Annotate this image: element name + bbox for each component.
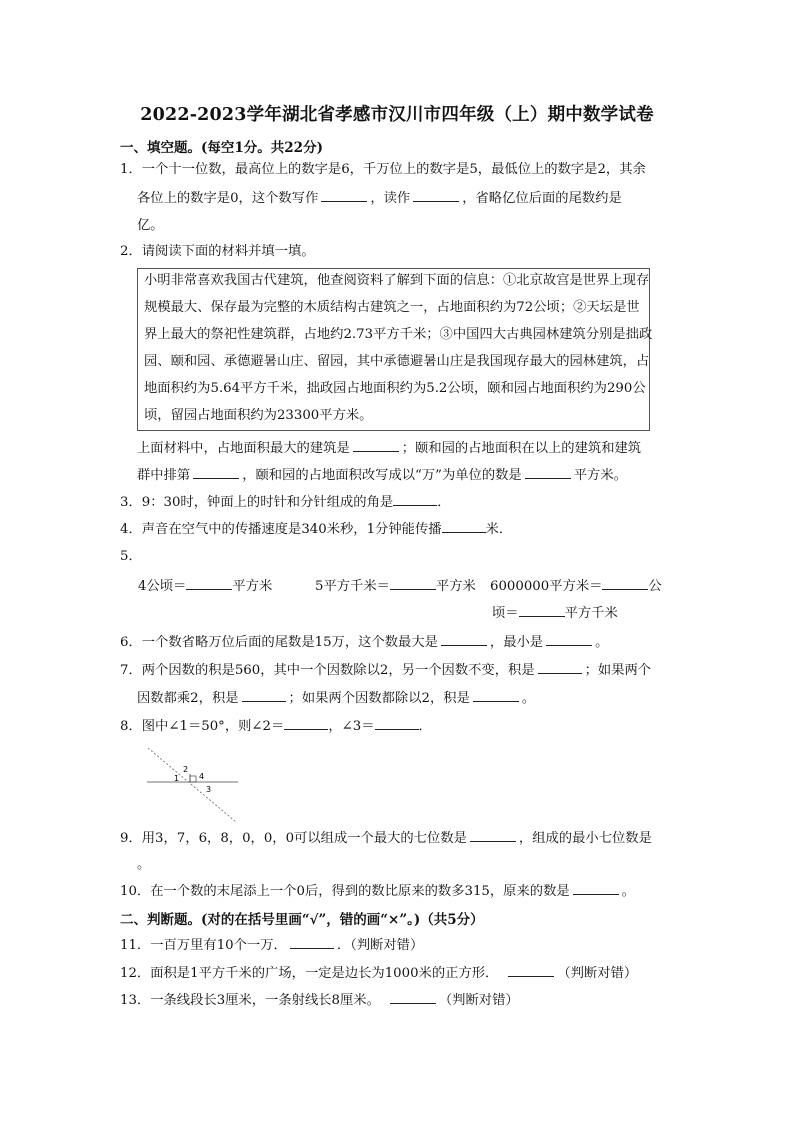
- q4-blank[interactable]: [442, 519, 486, 533]
- q7-blank-3[interactable]: [473, 688, 519, 702]
- q13-text: （判断对错）: [438, 993, 519, 1008]
- q7-blank-1[interactable]: [538, 660, 582, 674]
- q5-text: 平方米: [232, 579, 273, 594]
- q7-text: ；如果两个: [584, 663, 652, 678]
- q1-line2: [137, 188, 622, 209]
- q10-blank[interactable]: [573, 881, 619, 895]
- q4-line: [120, 519, 512, 540]
- section-true-false-heading: 二、判断题。(对的在括号里画“√”，错的画“×”。)（共5分）: [120, 912, 484, 928]
- q2-box-line: 规模最大、保存最为完整的木质结构古建筑之一，占地面积约为72公顷；②天坛是世: [144, 300, 640, 315]
- q5-blank-c[interactable]: [602, 576, 648, 590]
- q2-box-line: 园、颐和园、承德避暑山庄、留园，其中承德避暑山庄是我国现存最大的园林建筑，占: [144, 354, 650, 369]
- angle-label-4: 4: [199, 772, 205, 781]
- q7-line2: [137, 688, 535, 709]
- q7-text: ；如果两个因数都除以2，积是: [288, 691, 470, 706]
- q11-text: 11．一百万里有10个一万．: [120, 938, 287, 953]
- q2-after-line2: [137, 465, 627, 486]
- q7-text: 。: [521, 691, 536, 706]
- q5-text: 公: [648, 579, 662, 594]
- q11-text: ．（判断对错）: [336, 938, 424, 953]
- angle-label-1: 1: [174, 774, 180, 783]
- q6-text: ，最小是: [489, 635, 544, 650]
- angle-label-2: 2: [183, 765, 189, 774]
- q12-text: （判断对错）: [557, 966, 638, 981]
- q2-text: 上面材料中，占地面积最大的建筑是: [137, 441, 350, 456]
- q13-blank[interactable]: [390, 990, 436, 1004]
- q13-text: 13．一条线段长3厘米，一条射线长8厘米。: [120, 993, 380, 1008]
- q3-text: ．: [437, 495, 451, 510]
- q3-blank[interactable]: [393, 492, 437, 506]
- q3-text: 3．9：30时，钟面上的时针和分针组成的角是: [120, 495, 394, 510]
- q2-box-line: 小明非常喜欢我国古代建筑，他查阅资料了解到下面的信息：①北京故宫是世界上现存: [144, 273, 650, 288]
- q2-text: ，颐和园的占地面积改写成以“万”为单位的数是: [242, 468, 522, 483]
- q5-line1b: [315, 576, 476, 597]
- q9-blank-max[interactable]: [470, 828, 516, 842]
- q7-text: 因数都乘2，积是: [137, 691, 239, 706]
- q2-after-line1: [137, 438, 641, 459]
- q5-line1: [138, 576, 272, 597]
- q9-line2: [137, 855, 150, 875]
- q10-text: 。: [621, 884, 635, 899]
- q1-blank-read[interactable]: [413, 188, 459, 202]
- q4-text: 4．声音在空气中的传播速度是340米秒，1分钟能传播: [120, 522, 442, 537]
- angle-label-3: 3: [206, 785, 212, 794]
- q10-line: [120, 881, 635, 902]
- q5-text: 5平方千米＝: [315, 579, 390, 594]
- q1-text-b: ，读作: [370, 191, 411, 206]
- q2-intro: 2．请阅读下面的材料并填一填。: [120, 244, 315, 259]
- q3-line: [120, 492, 450, 513]
- q1-line3: 亿。: [137, 218, 164, 233]
- q2-text: ；颐和园的占地面积在以上的建筑和建筑: [401, 441, 642, 456]
- q11-line: [120, 935, 423, 956]
- q2-material-box: [137, 268, 653, 431]
- q12-line: [120, 963, 637, 984]
- q2-blank-wan[interactable]: [525, 465, 571, 479]
- section-fill-in-heading: 一、填空题。(每空1分。共22分): [120, 140, 323, 156]
- q5-text: 顷＝: [492, 606, 519, 621]
- q9-text: ，组成的最小七位数是: [518, 831, 652, 846]
- q5-number: 5．: [120, 549, 142, 564]
- q5-line1c: [490, 576, 662, 597]
- q2-text: 群中排第: [137, 468, 191, 483]
- q8-blank-angle2[interactable]: [284, 716, 328, 730]
- q2-text: 平方米。: [573, 468, 627, 483]
- q2-blank-rank[interactable]: [193, 465, 239, 479]
- q7-blank-2[interactable]: [242, 688, 286, 702]
- right-angle-mark: [190, 776, 196, 782]
- q5-line2: [492, 603, 618, 624]
- q7-text: 7．两个因数的积是560，其中一个因数除以2，另一个因数不变，积是: [120, 663, 535, 678]
- q12-text: 12．面积是1平方千米的广场，一定是边长为1000米的正方形．: [120, 966, 499, 981]
- q5-blank-d[interactable]: [519, 603, 565, 617]
- q1-text-c: ，省略亿位后面的尾数约是: [462, 191, 622, 206]
- q1-line1: 1．一个十一位数，最高位上的数字是6，千万位上的数字是5，最低位上的数字是2，其余: [120, 162, 646, 177]
- q9-line1: [120, 828, 652, 849]
- q5-blank-a[interactable]: [186, 576, 232, 590]
- q9-text: 。: [137, 857, 151, 872]
- q12-blank[interactable]: [508, 963, 554, 977]
- slanted-line: [148, 748, 236, 822]
- q7-line1: [120, 660, 651, 681]
- q6-text: 6．一个数省略万位后面的尾数是15万，这个数最大是: [120, 635, 438, 650]
- q9-text: 9．用3，7，6，8，0，0，0可以组成一个最大的七位数是: [120, 831, 467, 846]
- q8-text: ．: [418, 719, 432, 734]
- q2-box-line: 顷，留园占地面积约为23300平方米。: [144, 408, 373, 423]
- q8-text: ，∠3＝: [328, 719, 375, 734]
- q2-box-line: 界上最大的祭祀性建筑群，占地约2.73平方千米；③中国四大古典园林建筑分别是拙政: [144, 327, 653, 342]
- q5-text: 6000000平方米＝: [490, 579, 603, 594]
- q6-text: 。: [595, 635, 609, 650]
- q8-line: [120, 716, 432, 737]
- q10-text: 10．在一个数的末尾添上一个0后，得到的数比原来的数多315，原来的数是: [120, 884, 570, 899]
- q2-box-line: 地面积约为5.64平方千米，拙政园占地面积约为5.2公顷，颐和园占地面积约为290公: [144, 381, 646, 396]
- q5-text: 平方米: [435, 579, 476, 594]
- q5-blank-b[interactable]: [390, 576, 436, 590]
- q6-line: [120, 632, 608, 653]
- q6-blank-max[interactable]: [441, 632, 487, 646]
- q13-line: [120, 990, 519, 1011]
- q1-blank-write[interactable]: [321, 188, 367, 202]
- q1-text-a: 各位上的数字是0，这个数写作: [137, 191, 319, 206]
- q8-text: 8．图中∠1＝50°，则∠2＝: [120, 719, 285, 734]
- q8-angle-figure: [140, 740, 250, 830]
- page-title: 2022-2023学年湖北省孝感市汉川市四年级（上）期中数学试卷: [140, 105, 654, 125]
- q5-text: 4公顷＝: [138, 579, 187, 594]
- q8-blank-angle3[interactable]: [375, 716, 419, 730]
- q5-text: 平方千米: [564, 606, 618, 621]
- q2-blank-largest[interactable]: [353, 438, 399, 452]
- q6-blank-min[interactable]: [546, 632, 592, 646]
- q4-text: 米．: [485, 522, 513, 537]
- q11-blank[interactable]: [290, 935, 334, 949]
